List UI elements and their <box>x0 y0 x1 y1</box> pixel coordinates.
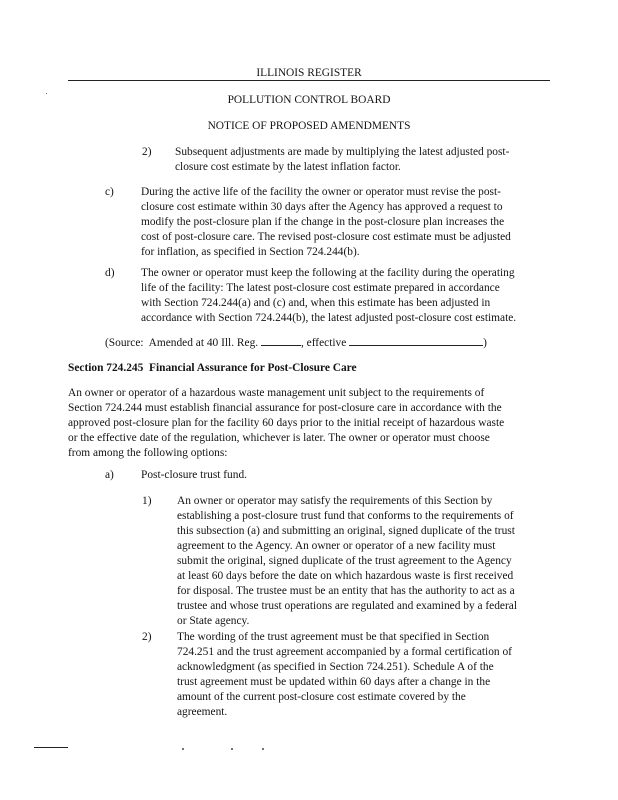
header-rule <box>68 80 550 81</box>
text-line: or State agency. <box>177 615 250 627</box>
text-line: with Section 724.244(a) and (c) and, when this estimate has been adjusted in <box>141 297 491 309</box>
item-a-text: Post-closure trust fund. <box>141 469 247 481</box>
text-line: The wording of the trust agreement must be that specified in Section <box>177 631 490 643</box>
source-suffix: ) <box>483 337 487 349</box>
text-line: approved post-closure plan for the facility 60 days prior to the initial receipt of hazardous waste <box>68 417 505 429</box>
text-line: trustee and whose trust operations are regulated and examined by a federal <box>177 600 518 612</box>
scan-speck <box>262 748 264 750</box>
item-c-label: c) <box>105 186 114 198</box>
item-2-label: 2) <box>142 146 152 158</box>
section-intro <box>68 386 504 461</box>
item-2-paragraph <box>175 145 509 175</box>
item-a1-paragraph <box>177 494 517 629</box>
text-line: closure cost estimate by the latest inflation factor. <box>175 161 401 173</box>
scan-speck <box>231 748 233 750</box>
text-line: agreement to the Agency. An owner or operator of a new facility must <box>177 540 496 552</box>
text-line: or the effective date of the regulation, whichever is later. The owner or operator must choose <box>68 432 490 444</box>
text-line: amount of the current post-closure cost estimate covered by the <box>177 691 466 703</box>
source-prefix: (Source: Amended at 40 Ill. Reg. <box>105 337 261 349</box>
text-line: Subsequent adjustments are made by multiplying the latest adjusted post- <box>175 146 510 158</box>
text-line: for inflation, as specified in Section 724.244(b). <box>141 246 360 258</box>
text-line: at least 60 days before the date on which hazardous waste is first received <box>177 570 514 582</box>
source-citation <box>105 335 487 351</box>
item-c-paragraph <box>141 185 511 260</box>
item-a2-paragraph <box>177 630 512 720</box>
text-line: The owner or operator must keep the following at the facility during the operating <box>141 267 515 279</box>
text-line: An owner or operator of a hazardous waste management unit subject to the requirements of <box>68 387 485 399</box>
text-line: closure cost estimate within 30 days after the Agency has approved a request to <box>141 201 503 213</box>
text-line: modify the post-closure plan if the change in the post-closure plan increases the <box>141 216 505 228</box>
register-title: ILLINOIS REGISTER <box>256 67 362 79</box>
text-line: An owner or operator may satisfy the requirements of this Section by <box>177 495 493 507</box>
text-line: this subsection (a) and submitting an original, signed duplicate of the trust <box>177 525 515 537</box>
text-line: 724.251 and the trust agreement accompanied by a formal certification of <box>177 646 512 658</box>
source-mid: , effective <box>300 337 350 349</box>
item-a-label: a) <box>105 469 114 481</box>
section-heading: Section 724.245 Financial Assurance for Post-Closure Care <box>68 362 357 374</box>
text-line: from among the following options: <box>68 447 228 459</box>
footer-rule <box>34 747 68 748</box>
item-a1-label: 1) <box>142 495 152 507</box>
item-a2-label: 2) <box>142 631 152 643</box>
text-line: Section 724.244 must establish financial assurance for post-closure care in accordance with the <box>68 402 502 414</box>
text-line: accordance with Section 724.244(b), the latest adjusted post-closure cost estimate. <box>141 312 517 324</box>
scan-speck <box>182 748 184 750</box>
agency-title: POLLUTION CONTROL BOARD <box>227 94 391 106</box>
text-line: submit the original, signed duplicate of the trust agreement to the Agency <box>177 555 512 567</box>
volume-blank <box>261 335 301 346</box>
scan-speck <box>46 93 47 94</box>
item-d-label: d) <box>105 267 115 279</box>
text-line: for disposal. The trustee must be an entity that has the authority to act as a <box>177 585 515 597</box>
text-line: establishing a post-closure trust fund that conforms to the requirements of <box>177 510 514 522</box>
item-d-paragraph <box>141 266 516 326</box>
text-line: cost of post-closure care. The revised post-closure cost estimate must be adjusted <box>141 231 511 243</box>
text-line: acknowledgment (as specified in Section 724.251). Schedule A of the <box>177 661 494 673</box>
effective-date-blank <box>349 335 483 346</box>
notice-title: NOTICE OF PROPOSED AMENDMENTS <box>207 120 411 132</box>
text-line: life of the facility: The latest post-closure cost estimate prepared in accordance <box>141 282 500 294</box>
text-line: trust agreement must be updated within 60 days after a change in the <box>177 676 491 688</box>
text-line: agreement. <box>177 706 228 718</box>
text-line: During the active life of the facility the owner or operator must revise the post- <box>141 186 501 198</box>
